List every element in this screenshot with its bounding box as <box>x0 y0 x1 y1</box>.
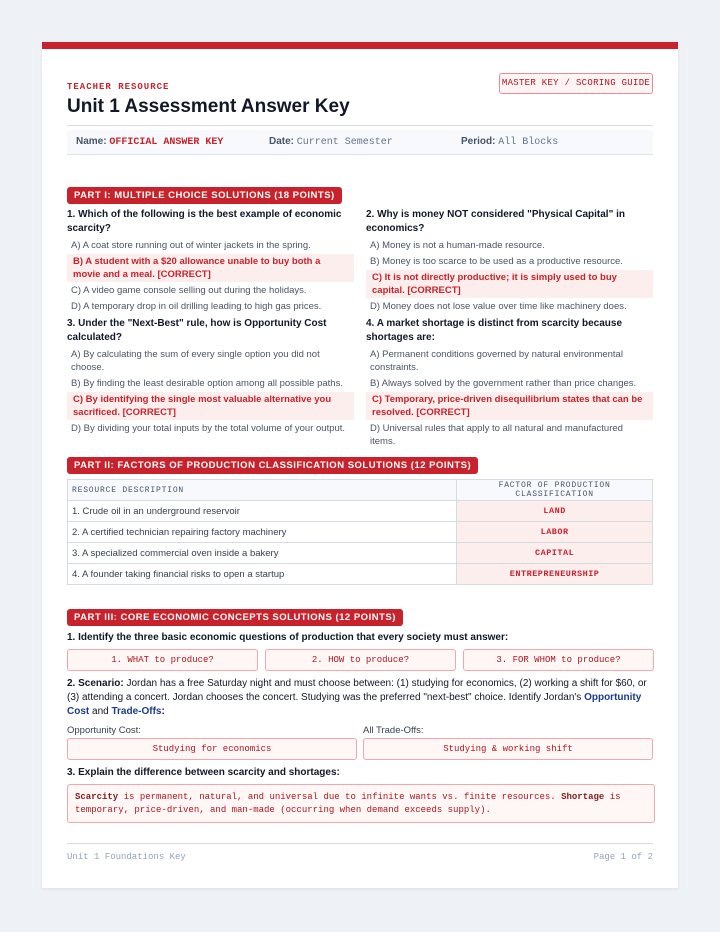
period-field: Period: All Blocks <box>461 136 559 148</box>
question-4: 4. A market shortage is distinct from scarcity because shortages are: A) Permanent conditions governed by natural environmental constraints. B) Always solved by the government rather than price changes. C) Temporary, price-driven disequilibrium states that can be resolved. [CORRECT] D) Universal rules that apply to all natural and manufactured items. <box>366 317 653 450</box>
opportunity-cost-label: Opportunity Cost: <box>67 725 141 736</box>
correct-option: C) Temporary, price-driven disequilibrium states that can be resolved. [CORRECT] <box>366 392 653 420</box>
option-a: A) By calculating the sum of every single option you did not choose. <box>71 349 320 373</box>
correct-option: C) By identifying the single most valuable alternative you sacrificed. [CORRECT] <box>67 392 354 420</box>
table-header-row <box>68 480 653 501</box>
question-3: 3. Under the "Next-Best" rule, how is Opportunity Cost calculated? A) By calculating the sum of every single option you did not choose. B) By finding the least desirable option among all possible paths. C) By identifying the single most valuable alternative you sacrificed. [CORRECT] D) By dividing your total inputs by the total volume of your output. <box>67 317 354 437</box>
option-a: A) A coat store running out of winter jackets in the spring. <box>71 240 311 251</box>
trade-offs-label: All Trade-Offs: <box>363 725 424 736</box>
period-value: All Blocks <box>498 137 559 148</box>
classification-answer: LAND <box>457 501 653 522</box>
option-d: D) Universal rules that apply to all natural and manufactured items. <box>370 423 623 447</box>
title-divider <box>67 125 653 126</box>
opportunity-cost-answer: Studying for economics <box>67 738 357 760</box>
part3-heading: PART III: CORE ECONOMIC CONCEPTS SOLUTIONS (12 POINTS) <box>67 609 403 626</box>
answer-box-how: 2. HOW to produce? <box>265 649 456 671</box>
footer-divider <box>67 843 653 844</box>
column-header-classification: FACTOR OF PRODUCTION CLASSIFICATION <box>457 480 653 501</box>
scenario-text: Jordan has a free Saturday night and must choose between: (1) studying for economics, (2) working a shift for $60, or (3) attending a concert. Jordan chooses the concert. Studying was the preferred "next-best" choice. Identify Jordan's <box>67 678 647 703</box>
classification-answer: CAPITAL <box>457 543 653 564</box>
table-row <box>68 564 653 585</box>
question-p3-2: 2. Scenario: Jordan has a free Saturday night and must choose between: (1) studying for economics, (2) working a shift for $60, or (3) attending a concert. Jordan chooses the concert. Studying was the preferred "next-best" choice. Identify Jordan's Opportunity Cost and Trade-Offs: <box>67 678 647 717</box>
option-b: B) By finding the least desirable option among all possible paths. <box>71 378 343 389</box>
question-1: 1. Which of the following is the best example of economic scarcity? A) A coat store running out of winter jackets in the spring. B) A student with a $20 allowance unable to buy both a movie and a meal. [CORRECT] C) A video game console selling out during the holidays. D) A temporary drop in oil drilling leading to high gas prices. <box>67 208 354 315</box>
resource-description: 3. A specialized commercial oven inside a bakery <box>68 543 457 564</box>
page-title: Unit 1 Assessment Answer Key <box>67 96 350 117</box>
option-b: B) Money is too scarce to be used as a productive resource. <box>370 256 623 267</box>
table-row <box>68 501 653 522</box>
term-opportunity-cost: Opportunity Cost <box>67 692 642 717</box>
part1-heading: PART I: MULTIPLE CHOICE SOLUTIONS (18 POINTS) <box>67 187 342 204</box>
student-info-bar <box>67 130 653 155</box>
trade-offs-answer: Studying & working shift <box>363 738 653 760</box>
classification-answer: LABOR <box>457 522 653 543</box>
classification-answer: ENTREPRENEURSHIP <box>457 564 653 585</box>
scenario-label: Scenario: <box>78 678 124 689</box>
option-d: D) A temporary drop in oil drilling leading to high gas prices. <box>71 301 322 312</box>
top-accent-bar <box>42 42 678 49</box>
part2-heading: PART II: FACTORS OF PRODUCTION CLASSIFICATION SOLUTIONS (12 POINTS) <box>67 457 478 474</box>
option-d: D) Money does not lose value over time like machinery does. <box>370 301 627 312</box>
option-c: C) A video game console selling out during the holidays. <box>71 285 307 296</box>
eyebrow-label: TEACHER RESOURCE <box>67 82 170 92</box>
table-row <box>68 543 653 564</box>
correct-option: C) It is not directly productive; it is simply used to buy capital. [CORRECT] <box>366 270 653 298</box>
option-d: D) By dividing your total inputs by the total volume of your output. <box>71 423 346 434</box>
answer-box-what: 1. WHAT to produce? <box>67 649 258 671</box>
name-value: OFFICIAL ANSWER KEY <box>109 137 224 148</box>
question-2: 2. Why is money NOT considered "Physical Capital" in economics? A) Money is not a human-made resource. B) Money is too scarce to be used as a productive resource. C) It is not directly productive; it is simply used to buy capital. [CORRECT] D) Money does not lose value over time like machinery does. <box>366 208 653 315</box>
resource-description: 4. A founder taking financial risks to open a startup <box>68 564 457 585</box>
resource-description: 2. A certified technician repairing factory machinery <box>68 522 457 543</box>
scarcity-vs-shortage-answer: Scarcity is permanent, natural, and universal due to infinite wants vs. finite resources. Shortage is temporary, price-driven, and man-made (occurring when demand exceeds supply). <box>67 784 655 823</box>
question-p3-3: 3. Explain the difference between scarcity and shortages: <box>67 767 340 778</box>
footer-page-number: Page 1 of 2 <box>593 852 653 862</box>
column-header-description: RESOURCE DESCRIPTION <box>68 480 457 501</box>
date-field: Date: Current Semester <box>269 136 393 148</box>
master-key-badge: MASTER KEY / SCORING GUIDE <box>499 73 653 94</box>
question-p3-1: 1. Identify the three basic economic questions of production that every society must answer: <box>67 632 509 643</box>
footer-unit-label: Unit 1 Foundations Key <box>67 852 186 862</box>
term-trade-offs: Trade-Offs <box>111 706 162 717</box>
option-a: A) Permanent conditions governed by natural environmental constraints. <box>370 349 623 373</box>
table-row <box>68 522 653 543</box>
option-b: B) Always solved by the government rather than price changes. <box>370 378 637 389</box>
name-field: Name: OFFICIAL ANSWER KEY <box>76 136 224 148</box>
correct-option: B) A student with a $20 allowance unable to buy both a movie and a meal. [CORRECT] <box>67 254 354 282</box>
option-a: A) Money is not a human-made resource. <box>370 240 545 251</box>
factors-table <box>67 479 653 585</box>
answer-key-page <box>42 42 678 888</box>
date-value: Current Semester <box>296 137 393 148</box>
answer-box-for-whom: 3. FOR WHOM to produce? <box>463 649 654 671</box>
resource-description: 1. Crude oil in an underground reservoir <box>68 501 457 522</box>
